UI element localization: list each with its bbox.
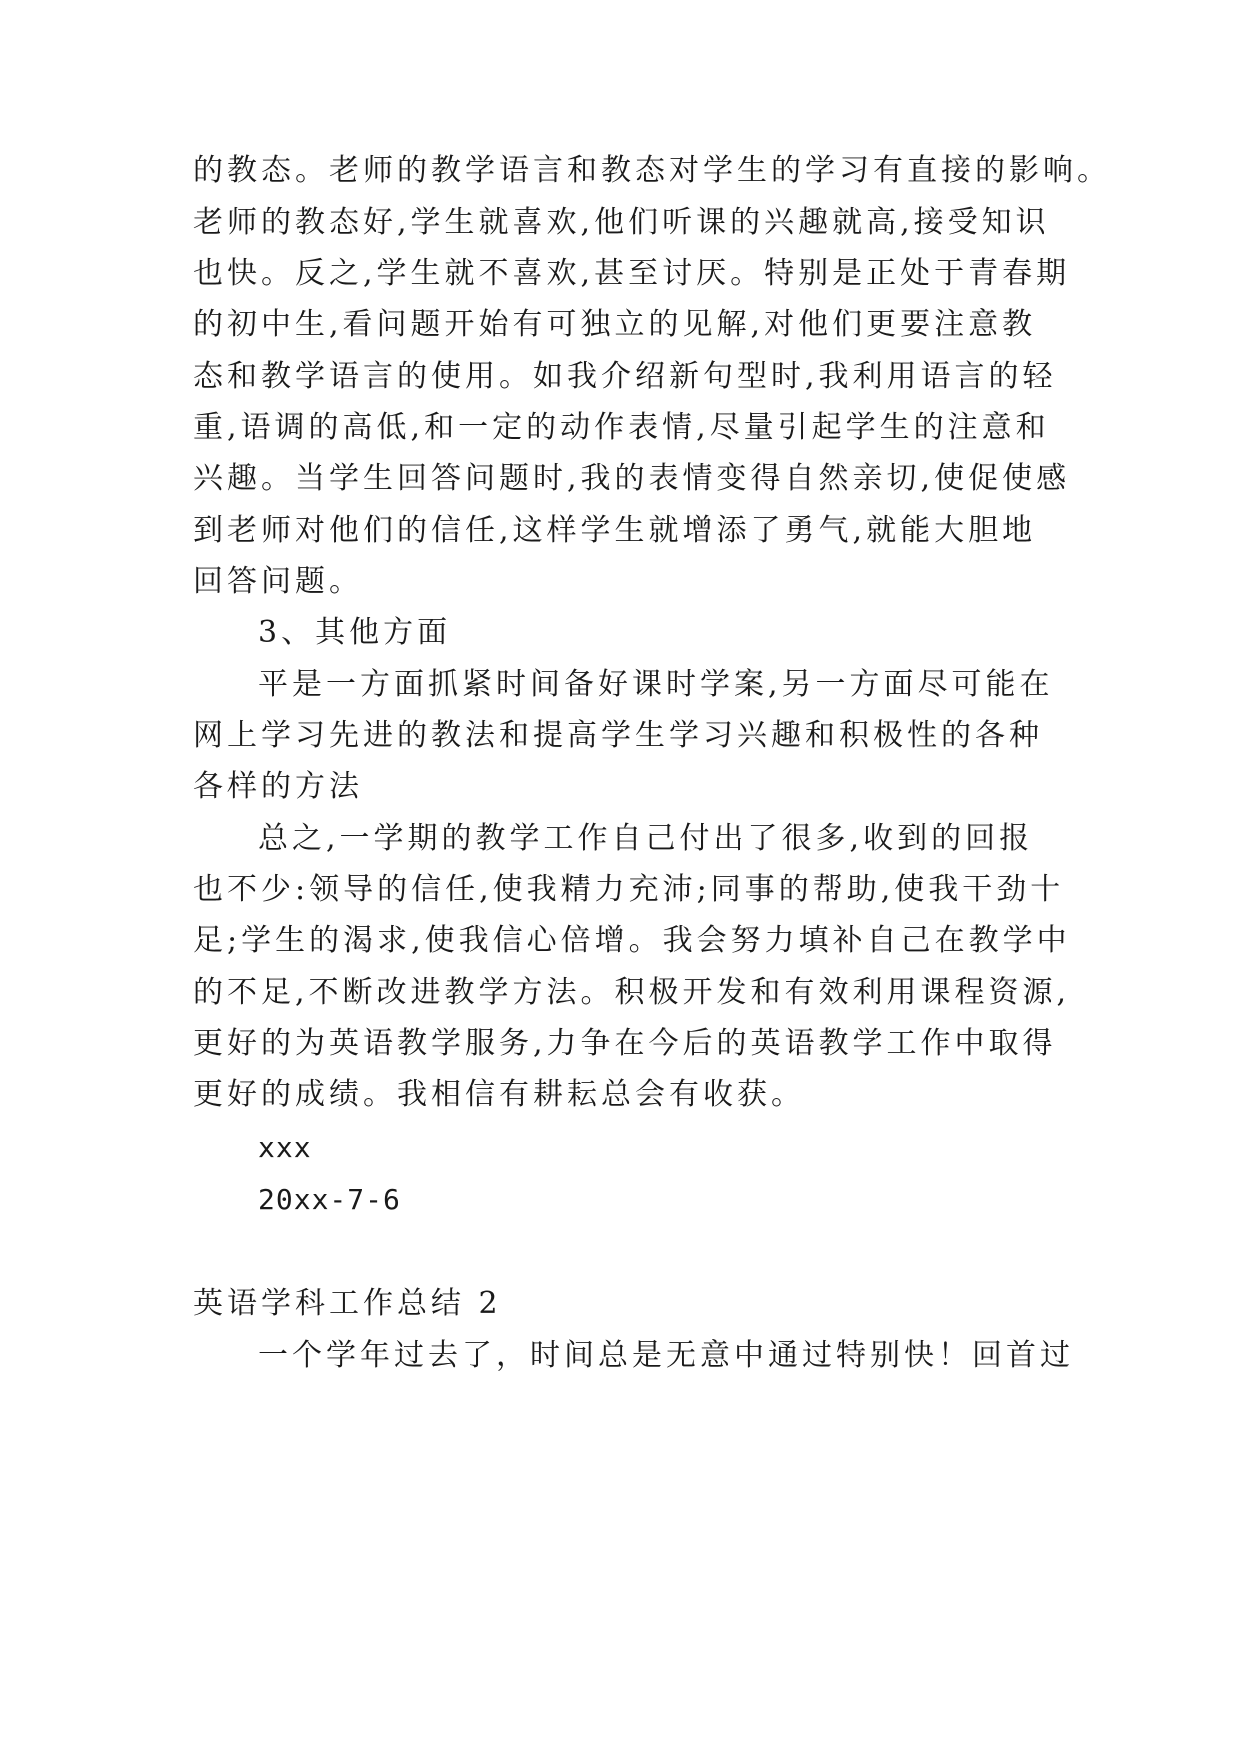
paragraph-line: 兴趣。当学生回答问题时,我的表情变得自然亲切,使促使感 [193, 461, 1071, 496]
paragraph-line: 足;学生的渴求,使我信心倍增。我会努力填补自己在教学中 [193, 923, 1071, 958]
paragraph-line: 的不足,不断改进教学方法。积极开发和有效利用课程资源, [193, 975, 1071, 1010]
paragraph-line: 一个学年过去了，时间总是无意中通过特别快！回首过 [258, 1338, 1074, 1373]
paragraph-line: 老师的教态好,学生就喜欢,他们听课的兴趣就高,接受知识 [193, 205, 1050, 240]
paragraph-line: 态和教学语言的使用。如我介绍新句型时,我利用语言的轻 [193, 359, 1057, 394]
paragraph-line: 更好的为英语教学服务,力争在今后的英语教学工作中取得 [193, 1026, 1057, 1061]
paragraph-line: 也快。反之,学生就不喜欢,甚至讨厌。特别是正处于青春期 [193, 256, 1071, 291]
section-title: 英语学科工作总结 2 [193, 1286, 502, 1321]
section-heading: 3、其他方面 [258, 615, 452, 650]
paragraph-line: 也不少:领导的信任,使我精力充沛;同事的帮助,使我干劲十 [193, 872, 1065, 907]
paragraph-line: 重,语调的高低,和一定的动作表情,尽量引起学生的注意和 [193, 410, 1050, 445]
signature-name: xxx [258, 1131, 312, 1164]
signature-date: 20xx-7-6 [258, 1183, 401, 1216]
paragraph-line: 总之,一学期的教学工作自己付出了很多,收到的回报 [258, 821, 1034, 856]
paragraph-line: 平是一方面抓紧时间备好课时学案,另一方面尽可能在 [258, 667, 1054, 702]
paragraph-line: 回答问题。 [193, 564, 363, 599]
paragraph-line: 更好的成绩。我相信有耕耘总会有收获。 [193, 1077, 805, 1112]
paragraph-line: 各样的方法 [193, 769, 363, 804]
paragraph-line: 网上学习先进的教法和提高学生学习兴趣和积极性的各种 [193, 718, 1043, 753]
paragraph-line: 的初中生,看问题开始有可独立的见解,对他们更要注意教 [193, 307, 1037, 342]
paragraph-line: 的教态。老师的教学语言和教态对学生的学习有直接的影响。 [193, 153, 1111, 188]
paragraph-line: 到老师对他们的信任,这样学生就增添了勇气,就能大胆地 [193, 513, 1037, 548]
